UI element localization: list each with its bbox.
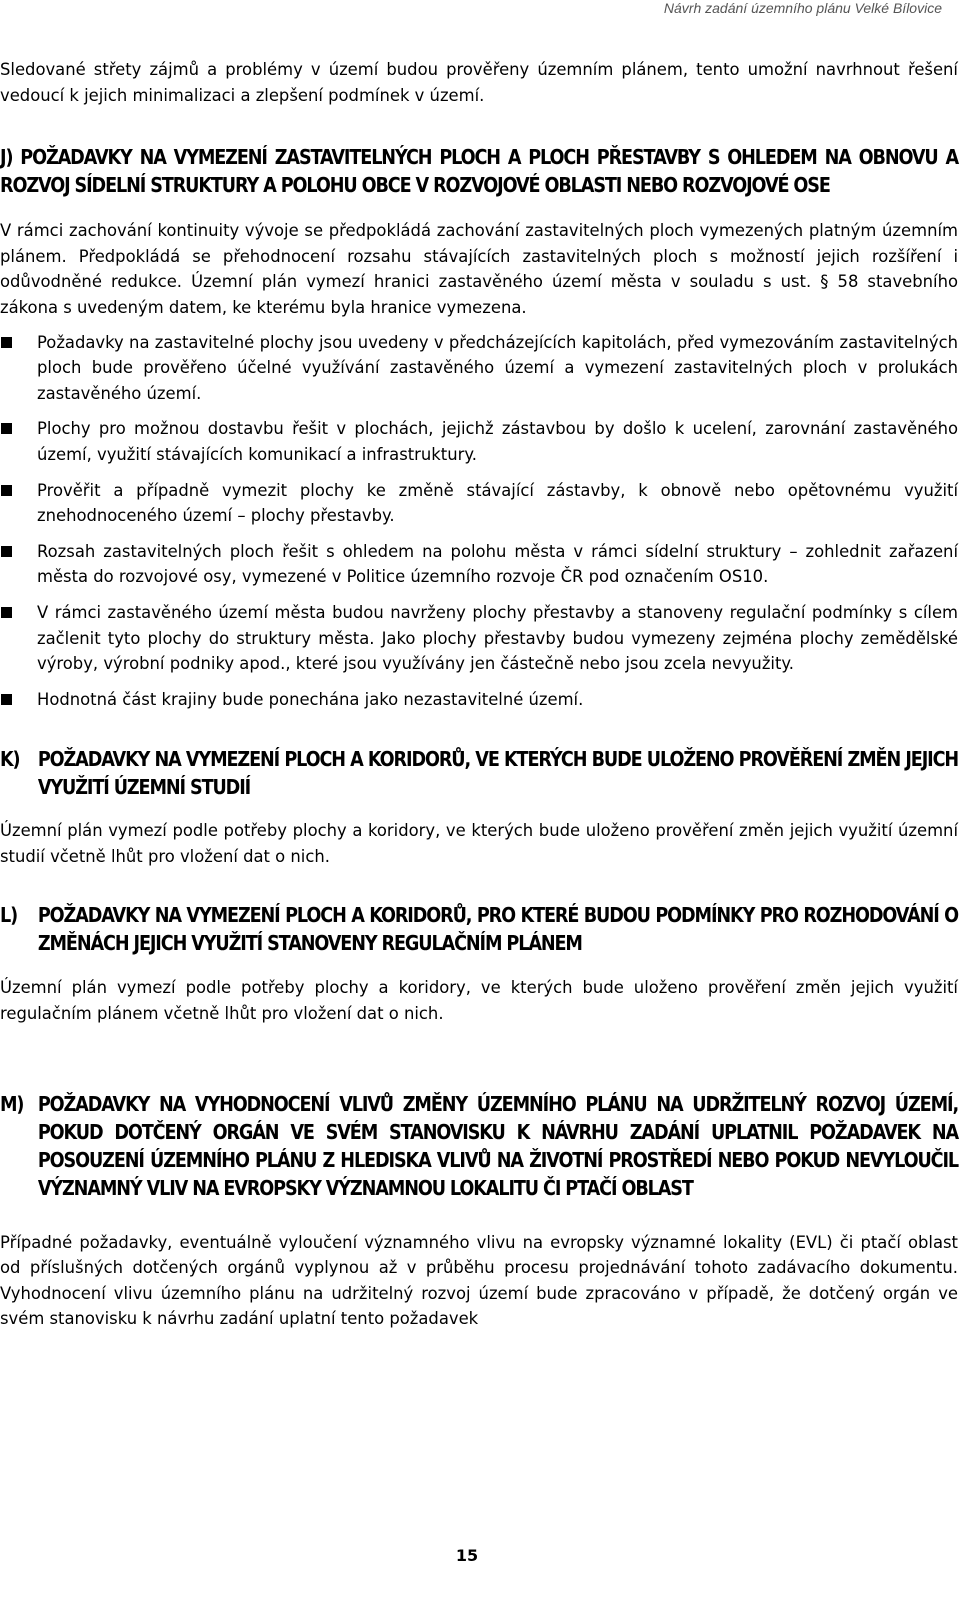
document-page <box>0 57 958 1332</box>
square-bullet-icon <box>1 423 12 434</box>
section-l-letter: L) <box>0 903 18 928</box>
square-bullet-icon <box>1 694 12 705</box>
section-j-heading: J) POŽADAVKY NA VYMEZENÍ ZASTAVITELNÝCH PLOCH A PLOCH PŘESTAVBY S OHLEDEM NA OBNOVU A ROZVOJ SÍDELNÍ STRUKTURY A POLOHU OBCE V ROZVOJOVÉ OBLASTI NEBO ROZVOJOVÉ OSE <box>0 145 959 198</box>
list-item <box>0 687 958 713</box>
section-k-paragraph: Územní plán vymezí podle potřeby plochy a koridory, ve kterých bude uloženo prověření změn jejich využití územní studií včetně lhůt pro vložení dat o nich. <box>0 821 958 866</box>
section-m-heading <box>0 1090 958 1202</box>
list-item <box>0 539 958 590</box>
intro-paragraph: Sledované střety zájmů a problémy v území budou prověřeny územním plánem, tento umožní navrhnout řešení vedoucí k jejich minimalizaci a zlepšení podmínek v území. <box>0 60 958 105</box>
running-header: Návrh zadání územního plánu Velké Bílovice <box>663 0 942 16</box>
section-j-requirements-list <box>0 330 958 713</box>
square-bullet-icon <box>1 546 12 557</box>
list-item-text: Požadavky na zastavitelné plochy jsou uvedeny v předcházejících kapitolách, před vymezováním zastavitelných ploch bude prověřeno účelné využívání zastavěného území a vymezení zastavitelných ploch v prolukách zastavěného území. <box>37 332 958 403</box>
square-bullet-icon <box>1 485 12 496</box>
square-bullet-icon <box>1 607 12 618</box>
list-item-text: V rámci zastavěného území města budou navrženy plochy přestavby a stanoveny regulační podmínky s cílem začlenit tyto plochy do struktury města. Jako plochy přestavby budou vymezeny zejména plochy zemědělské výroby, výrobní podniky apod., které jsou využívány jen částečně nebo jsou zcela nevyužity. <box>37 602 958 674</box>
list-item-text: Prověřit a případně vymezit plochy ke změně stávající zástavby, k obnově nebo opětovnému využití znehodnoceného území – plochy přestavby. <box>37 480 958 526</box>
section-m-letter: M) <box>0 1091 24 1116</box>
section-k-letter: K) <box>0 747 20 772</box>
section-k-title: POŽADAVKY NA VYMEZENÍ PLOCH A KORIDORŮ, VE KTERÝCH BUDE ULOŽENO PROVĚŘENÍ ZMĚN JEJICH VYUŽITÍ ÚZEMNÍ STUDIÍ <box>37 747 959 800</box>
section-k-heading <box>0 745 958 801</box>
square-bullet-icon <box>1 337 12 348</box>
section-l-paragraph: Územní plán vymezí podle potřeby plochy a koridory, ve kterých bude uloženo prověření změn jejich využití regulačním plánem včetně lhůt pro vložení dat o nich. <box>0 978 958 1024</box>
section-m-paragraph: Případné požadavky, eventuálně vyloučení významného vlivu na evropsky významné lokality (EVL) či ptačí oblast od příslušných dotčených orgánů vyplynou až v průběhu procesu projednávání tohoto zadávacího dokumentu. Vyhodnocení vlivu územního plánu na udržitelný rozvoj území bude zpracováno v případě, že dotčený orgán ve svém stanovisku k návrhu zadání uplatní tento požadavek <box>0 1232 958 1329</box>
list-item-text: Hodnotná část krajiny bude ponechána jako nezastavitelné území. <box>37 689 584 709</box>
section-m-title: POŽADAVKY NA VYHODNOCENÍ VLIVŮ ZMĚNY ÚZEMNÍHO PLÁNU NA UDRŽITELNÝ ROZVOJ ÚZEMÍ, POKUD DOTČENÝ ORGÁN VE SVÉM STANOVISKU K NÁVRHU ZADÁNÍ UPLATNIL POŽADAVEK NA POSOUZENÍ ÚZEMNÍHO PLÁNU Z HLEDISKA VLIVŮ NA ŽIVOTNÍ PROSTŘEDÍ NEBO POKUD NEVYLOUČIL VÝZNAMNÝ VLIV NA EVROPSKY VÝZNAMNOU LOKALITU ČI PTAČÍ OBLAST <box>37 1091 959 1200</box>
section-l-heading <box>0 901 958 957</box>
section-l-title: POŽADAVKY NA VYMEZENÍ PLOCH A KORIDORŮ, PRO KTERÉ BUDOU PODMÍNKY PRO ROZHODOVÁNÍ O ZMĚNÁCH JEJICH VYUŽITÍ STANOVENY REGULAČNÍM PLÁNEM <box>37 903 959 956</box>
list-item-text: Plochy pro možnou dostavbu řešit v plochách, jejichž zástavbou by došlo k ucelení, zarovnání zastavěného území, využití stávajících komunikací a infrastruktury. <box>37 419 958 464</box>
list-item <box>0 478 958 529</box>
list-item <box>0 416 958 467</box>
list-item <box>0 600 958 677</box>
list-item <box>0 330 958 407</box>
page-number: 15 <box>455 1546 479 1565</box>
section-j-paragraph: V rámci zachování kontinuity vývoje se předpokládá zachování zastavitelných ploch vymezených platným územním plánem. Předpokládá se přehodnocení rozsahu stávajících zastavitelných ploch s možností jejich rozšíření i odůvodněné redukce. Územní plán vymezí hranici zastavěného území města v souladu s ust. § 58 stavebního zákona s uvedeným datem, ke kterému byla hranice vymezena. <box>0 221 958 317</box>
list-item-text: Rozsah zastavitelných ploch řešit s ohledem na polohu města v rámci sídelní struktury – zohlednit zařazení města do rozvojové osy, vymezené v Politice územního rozvoje ČR pod označením OS10. <box>37 541 958 587</box>
